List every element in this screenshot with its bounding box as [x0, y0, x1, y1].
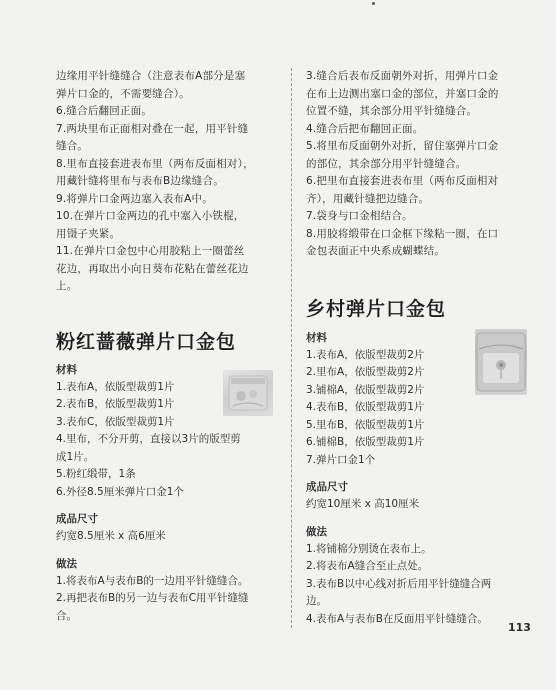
size-heading: 成品尺寸	[306, 481, 348, 493]
method-heading: 做法	[306, 525, 327, 538]
method-step: 3.表布B以中心线对折后用平针缝缝合两	[306, 577, 492, 590]
method-heading: 做法	[56, 557, 77, 570]
section-title: 粉红蔷薇弹片口金包	[56, 330, 237, 353]
left-column	[56, 68, 278, 625]
text-line: 缝合。	[56, 140, 89, 152]
text-line: 的部位，其余部分用平针缝缝合。	[306, 157, 467, 170]
text-line: 上。	[56, 280, 78, 292]
text-line: 8.用胶将缎带在口金框下缘粘一圈，在口	[306, 227, 499, 240]
method-step: 2.将表布A缝合至止点处。	[306, 560, 429, 572]
text-line: 在布上边测出塞口金的部位，并塞口金的	[306, 87, 499, 100]
text-line: 6.把里布直接套进表布里（两布反面相对	[306, 175, 499, 187]
material-item: 6.外径8.5厘米弹片口金1个	[56, 485, 184, 498]
material-item: 6.铺棉B，依版型裁剪1片	[306, 436, 425, 448]
product-photo	[223, 370, 273, 416]
text-line: 用藏针缝将里布与表布B边缘缝合。	[56, 175, 224, 187]
purse-illustration	[475, 329, 527, 395]
text-line: 7.袋身与口金相结合。	[306, 210, 413, 222]
text-line: 5.将里布反面朝外对折，留住塞弹片口金	[306, 140, 499, 152]
text-line: 4.缝合后把布翻回正面。	[306, 122, 424, 135]
text-line: 金包表面正中央系成蝴蝶结。	[306, 245, 446, 257]
material-item: 2.里布A，依版型裁剪2片	[306, 366, 425, 378]
material-item: 2.表布B，依版型裁剪1片	[56, 398, 175, 410]
material-item: 5.里布B，依版型裁剪1片	[306, 418, 425, 431]
text-line: 用镊子夹紧。	[56, 227, 121, 240]
method-step: 4.表布A与表布B在反面用平针缝缝合。	[306, 612, 488, 625]
text-line: 花边，再取出小向日葵布花粘在蕾丝花边	[56, 262, 249, 275]
text-line: 9.将弹片口金两边塞入表布A中。	[56, 192, 213, 205]
column-divider	[291, 68, 293, 628]
materials-heading: 材料	[56, 363, 77, 376]
material-item: 3.表布C，依版型裁剪1片	[56, 415, 175, 428]
size-heading: 成品尺寸	[56, 513, 98, 525]
method-step: 合。	[56, 609, 77, 622]
material-item: 4.表布B，依版型裁剪1片	[306, 401, 425, 413]
size-value: 约宽10厘米 x 高10厘米	[306, 498, 420, 510]
text-line: 位置不缝，其余部分用平针缝缝合。	[306, 105, 478, 117]
text-line: 8.里布直接套进表布里（两布反面相对），	[56, 157, 254, 170]
text-line: 6.缝合后翻回正面。	[56, 105, 153, 117]
material-item: 1.表布A，依版型裁剪1片	[56, 380, 175, 393]
material-item: 4.里布，不分开剪，直接以3片的版型剪	[56, 433, 241, 445]
text-line: 3.缝合后表布反面朝外对折，用弹片口金	[306, 70, 499, 82]
product-photo	[475, 329, 527, 395]
page-number: 113	[508, 621, 531, 634]
method-step: 边。	[306, 595, 327, 607]
material-item: 5.粉红缎带，1条	[56, 468, 136, 480]
method-step: 1.将铺棉分别烫在表布上。	[306, 542, 432, 555]
print-mark	[372, 2, 375, 5]
material-item: 1.表布A，依版型裁剪2片	[306, 348, 425, 361]
section-title: 乡村弹片口金包	[306, 297, 447, 320]
material-item: 7.弹片口金1个	[306, 453, 376, 466]
text-line: 11.在弹片口金包中心用胶粘上一圈蕾丝	[56, 245, 245, 257]
materials-heading: 材料	[306, 331, 327, 344]
size-value: 约宽8.5厘米 x 高6厘米	[56, 530, 166, 542]
method-step: 1.将表布A与表布B的一边用平针缝缝合。	[56, 574, 249, 587]
purse-illustration	[223, 370, 273, 416]
method-step: 2.再把表布B的另一边与表布C用平针缝缝	[56, 592, 249, 604]
text-line: 弹片口金的，不需要缝合）。	[56, 87, 190, 100]
text-line: 边缘用平针缝缝合（注意表布A部分是塞	[56, 70, 246, 82]
text-line: 10.在弹片口金两边的孔中塞入小铁棍，	[56, 210, 245, 222]
material-item: 成1片。	[56, 450, 95, 463]
text-line: 7.两块里布正面相对叠在一起，用平针缝	[56, 122, 249, 135]
material-item: 3.铺棉A，依版型裁剪2片	[306, 383, 425, 396]
text-line: 齐），用藏针缝把边缝合。	[306, 192, 430, 205]
